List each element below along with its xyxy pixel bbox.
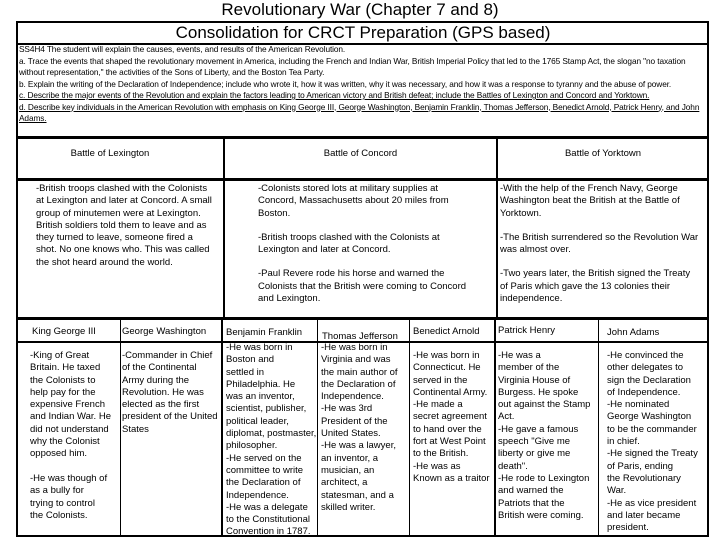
person-header-adams: John Adams <box>607 327 660 338</box>
person-text-henry: -He was a member of the Virginia House of Burgess. He spoke out against the Stamp Act. -He gave a famous speech "Give me liberty or give me death". -He rode to Lexington and warned the Patriots that the British were coming. <box>498 350 591 521</box>
person-text-franklin: -He was born in Boston and settled in Philadelphia. He was an inventor, scientist, publisher, political leader, diplomat, postmaster, philosopher. -He served on the committee to write the Declaration of Independence. -He was a delegate to the Constitutional Convention in 1787. <box>226 342 317 538</box>
battle-cell-yorktown <box>500 183 700 317</box>
divider <box>496 136 498 319</box>
divider <box>409 318 410 536</box>
person-text-king-george: -King of Great Britain. He taxed the Colonists to help pay for the expensive French and Indian War. He did not understand why the Colonist opposed him. -He was though of as a bully for trying to control the Colonists. <box>30 350 111 521</box>
person-header-franklin: Benjamin Franklin <box>226 327 303 338</box>
battle-fact: -British troops clashed with the Colonists at Lexington and later at Concord. A small group of minutemen were at Lexington. British soldiers told them to leave and as they turned to leave, someone fired a shot. No one knows who. This was called the shot heard around the world. <box>36 183 212 268</box>
standard-main: SS4H4 The student will explain the causes, events, and results of the American Revolution. <box>19 44 346 54</box>
divider <box>223 136 225 319</box>
battle-cell-lexington <box>36 183 216 281</box>
battle-fact: -Two years later, the British signed the Treaty of Paris which gave the 13 colonies their independence. <box>500 268 691 305</box>
battle-fact: -British troops clashed with the Colonists at Lexington and later at Concord. <box>258 231 440 256</box>
person-text-arnold: -He was born in Connecticut. He served in the Continental Army. -He made a secret agreement to hand over the fort at West Point to the British. -He was as Known as a traitor <box>413 350 490 484</box>
person-text-adams: -He convinced the other delegates to sign the Declaration of Independence. -He nominated George Washington to be the commander in chief. -He signed the Treaty of Paris, ending the Revolutionary War. -He as vice president and later became president. <box>607 350 698 534</box>
person-header-king-george: King George III <box>32 326 96 337</box>
standard-d: d. Describe key individuals in the American Revolution with emphasis on King George III, George Washington, Benjamin Franklin, Thomas Jefferson, Benedict Arnold, Patrick Henry, and John Adams. <box>19 101 700 123</box>
standard-a: a. Trace the events that shaped the revolutionary movement in America, including the French and Indian War, British Imperial Policy that led to the 1765 Stamp Act, the slogan "no taxation without representation," the activities of the Sons of Liberty, and the Boston Tea Party. <box>19 55 686 77</box>
person-header-henry: Patrick Henry <box>498 325 556 336</box>
divider <box>16 178 709 181</box>
battle-header-lexington: Battle of Lexington <box>70 148 150 159</box>
person-header-arnold: Benedict Arnold <box>413 326 480 337</box>
person-header-jefferson: Thomas Jefferson <box>322 331 398 342</box>
divider <box>120 318 121 536</box>
standards-block <box>19 44 709 125</box>
battle-header-yorktown: Battle of Yorktown <box>564 148 642 159</box>
battle-fact: -With the help of the French Navy, George Washington beat the British at the Battle of Yorktown. <box>500 183 680 219</box>
standard-b: b. Explain the writing of the Declaration of Independence; include who wrote it, how it was written, why it was necessary, and how it was a response to tyranny and the abuse of power. <box>19 78 672 89</box>
battle-cell-concord <box>258 183 468 317</box>
person-text-washington: -Commander in Chief of the Continental Army during the Revolution. He was elected as the first president of the United States <box>122 350 218 435</box>
person-text-jefferson: -He was born in Virginia and was the main author of the Declaration of Independence. -He was 3rd President of the United States. -He was a lawyer, an inventor, a musician, an architect, a statesman, and a skilled writer. <box>321 342 398 513</box>
battle-fact: -Colonists stored lots at military supplies at Concord, Massachusetts about 20 miles from Boston. <box>258 183 449 219</box>
page-title: Revolutionary War (Chapter 7 and 8) <box>221 0 499 19</box>
battle-fact: -The British surrendered so the Revolution War was almost over. <box>500 231 699 256</box>
divider <box>16 136 709 139</box>
page-subtitle: Consolidation for CRCT Preparation (GPS based) <box>18 23 708 45</box>
battle-header-concord: Battle of Concord <box>323 148 398 159</box>
battle-fact: -Paul Revere rode his horse and warned the Colonists that the British were coming to Concord and Lexington. <box>258 268 467 305</box>
person-header-washington: George Washington <box>122 326 207 337</box>
divider <box>598 318 599 536</box>
standard-c: c. Describe the major events of the Revolution and explain the factors leading to American victory and British defeat; include the Battles of Lexington and Concord and Yorktown. <box>19 90 650 100</box>
